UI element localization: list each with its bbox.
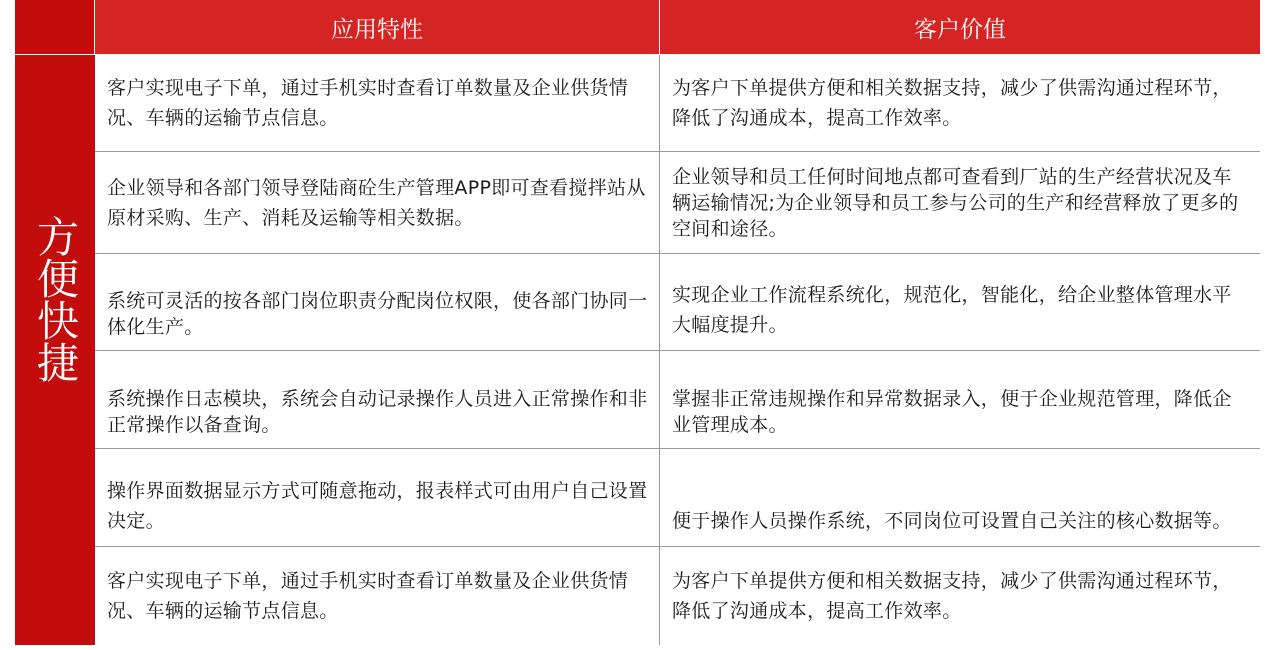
table-row-feature: 客户实现电子下单，通过手机实时查看订单数量及企业供货情况、车辆的运输节点信息。 xyxy=(95,547,660,645)
header-feature-cell: 应用特性 xyxy=(95,0,660,55)
category-cell xyxy=(15,55,95,645)
table-row-value: 便于操作人员操作系统，不同岗位可设置自己关注的核心数据等。 xyxy=(660,449,1260,547)
header-corner-cell xyxy=(15,0,95,55)
category-label: 方便快捷 xyxy=(31,215,80,383)
header-value-cell: 客户价值 xyxy=(660,0,1260,55)
table-row-feature: 客户实现电子下单，通过手机实时查看订单数量及企业供货情况、车辆的运输节点信息。 xyxy=(95,55,660,152)
table-row-value: 为客户下单提供方便和相关数据支持，减少了供需沟通过程环节，降低了沟通成本，提高工作效率。 xyxy=(660,547,1260,645)
table-row-feature: 系统可灵活的按各部门岗位职责分配岗位权限，使各部门协同一体化生产。 xyxy=(95,254,660,351)
table-row-value: 实现企业工作流程系统化，规范化，智能化，给企业整体管理水平大幅度提升。 xyxy=(660,254,1260,351)
table-row-value: 掌握非正常违规操作和异常数据录入，便于企业规范管理，降低企业管理成本。 xyxy=(660,351,1260,449)
table-row-feature: 操作界面数据显示方式可随意拖动，报表样式可由用户自己设置决定。 xyxy=(95,449,660,547)
table-row-value: 为客户下单提供方便和相关数据支持，减少了供需沟通过程环节，降低了沟通成本，提高工作效率。 xyxy=(660,55,1260,152)
table-row-feature: 企业领导和各部门领导登陆商砼生产管理APP即可查看搅拌站从原材采购、生产、消耗及运输等相关数据。 xyxy=(95,152,660,254)
table-row-feature: 系统操作日志模块，系统会自动记录操作人员进入正常操作和非正常操作以备查询。 xyxy=(95,351,660,449)
table-row-value: 企业领导和员工任何时间地点都可查看到厂站的生产经营状况及车辆运输情况;为企业领导和员工参与公司的生产和经营释放了更多的空间和途径。 xyxy=(660,152,1260,254)
feature-value-table xyxy=(15,0,1260,650)
